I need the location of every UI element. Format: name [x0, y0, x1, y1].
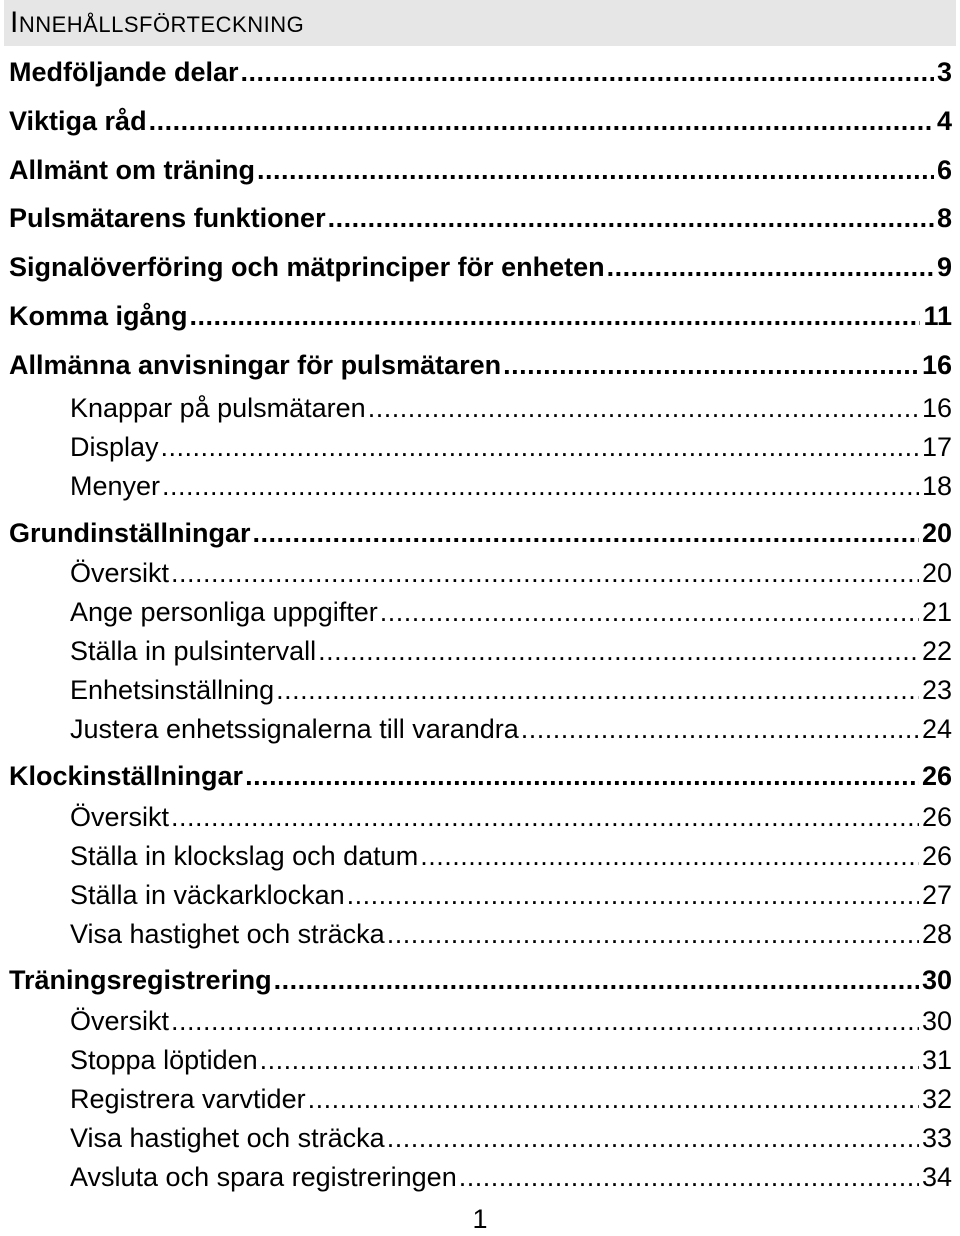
toc-entry-page: 11: [923, 301, 952, 331]
toc-entry[interactable]: [0, 761, 960, 792]
toc-entry-title: Registrera varvtider: [70, 1084, 306, 1114]
toc-entry-title: Träningsregistrering: [9, 965, 272, 995]
page-number: 1: [472, 1204, 488, 1234]
toc-entry[interactable]: [0, 432, 960, 463]
dot-leader: [503, 350, 919, 381]
toc-entry-page: 24: [921, 714, 952, 744]
toc-entry-title: Menyer: [70, 471, 161, 501]
dot-leader: [171, 1006, 919, 1037]
toc-entry-title: Ställa in klockslag och datum: [70, 841, 419, 871]
dot-leader: [171, 802, 919, 833]
toc-entry[interactable]: [0, 636, 960, 667]
toc-entry[interactable]: [0, 518, 960, 549]
toc-entry-page: 16: [921, 350, 952, 380]
toc-entry-page: 8: [936, 203, 952, 233]
dot-leader: [387, 919, 919, 950]
dot-leader: [276, 675, 919, 706]
toc-entry-page: 3: [936, 57, 952, 87]
toc-entry-title: Avsluta och spara registreringen: [70, 1162, 457, 1192]
dot-leader: [190, 301, 921, 332]
toc-entry-title: Knappar på pulsmätaren: [70, 393, 366, 423]
dot-leader: [607, 252, 934, 283]
toc-entry-title: Signalöverföring och mätprinciper för enheten: [9, 252, 605, 282]
toc-entry-page: 33: [921, 1123, 952, 1153]
toc-entry-title: Klockinställningar: [9, 761, 244, 791]
toc-entry[interactable]: [0, 597, 960, 628]
toc-entry-title: Ange personliga uppgifter: [70, 597, 378, 627]
dot-leader: [347, 880, 919, 911]
toc-entry[interactable]: [0, 880, 960, 911]
toc-entry-page: 22: [921, 636, 952, 666]
toc-entry[interactable]: [0, 155, 960, 186]
toc-entry-title: Översikt: [70, 802, 170, 832]
toc-entry-title: Enhetsinställning: [70, 675, 275, 705]
toc-entry-title: Viktiga råd: [9, 106, 147, 136]
toc-entry[interactable]: [0, 106, 960, 137]
toc-entry[interactable]: [0, 714, 960, 745]
toc-entry-title: Justera enhetssignalerna till varandra: [70, 714, 519, 744]
toc-entry-page: 27: [921, 880, 952, 910]
toc-entry[interactable]: [0, 1123, 960, 1154]
toc-entry-page: 26: [921, 761, 952, 791]
toc-entry-page: 4: [936, 106, 952, 136]
dot-leader: [521, 714, 919, 745]
toc-entry-page: 21: [921, 597, 952, 627]
dot-leader: [318, 636, 919, 667]
toc-entry-title: Stoppa löptiden: [70, 1045, 258, 1075]
toc-entry-title: Display: [70, 432, 159, 462]
dot-leader: [241, 57, 934, 88]
toc-entry-title: Komma igång: [9, 301, 188, 331]
toc-entry-page: 16: [921, 393, 952, 423]
toc-entry-page: 17: [921, 432, 952, 462]
toc-entry[interactable]: [0, 1045, 960, 1076]
toc-entry[interactable]: [0, 919, 960, 950]
toc-heading-rest: NNEHÅLLSFÖRTECKNING: [18, 12, 305, 37]
toc-entry-page: 32: [921, 1084, 952, 1114]
toc-entry-page: 23: [921, 675, 952, 705]
dot-leader: [161, 432, 919, 463]
toc-entry-title: Allmänt om träning: [9, 155, 256, 185]
toc-heading: [10, 6, 304, 42]
toc-entry[interactable]: [0, 252, 960, 283]
toc-entry-page: 26: [921, 841, 952, 871]
dot-leader: [257, 155, 934, 186]
dot-leader: [380, 597, 919, 628]
dot-leader: [245, 761, 919, 792]
dot-leader: [308, 1084, 919, 1115]
toc-entry-page: 26: [921, 802, 952, 832]
toc-entry-title: Pulsmätarens funktioner: [9, 203, 326, 233]
toc-entry-title: Medföljande delar: [9, 57, 239, 87]
toc-entry-page: 30: [921, 1006, 952, 1036]
toc-entry[interactable]: [0, 965, 960, 996]
toc-entry[interactable]: [0, 471, 960, 502]
toc-entry-page: 6: [936, 155, 952, 185]
toc-entry[interactable]: [0, 675, 960, 706]
dot-leader: [171, 558, 919, 589]
toc-entry[interactable]: [0, 841, 960, 872]
toc-entry-title: Översikt: [70, 1006, 170, 1036]
toc-entry-title: Ställa in väckarklockan: [70, 880, 345, 910]
toc-entry-title: Ställa in pulsintervall: [70, 636, 317, 666]
dot-leader: [328, 203, 934, 234]
toc-heading-initial: I: [10, 6, 19, 39]
toc-entry-title: Visa hastighet och sträcka: [70, 919, 385, 949]
toc-entry[interactable]: [0, 203, 960, 234]
dot-leader: [253, 518, 919, 549]
toc-entry-page: 31: [921, 1045, 952, 1075]
dot-leader: [260, 1045, 919, 1076]
toc-entry[interactable]: [0, 57, 960, 88]
dot-leader: [420, 841, 919, 872]
dot-leader: [274, 965, 919, 996]
toc-entry-page: 28: [921, 919, 952, 949]
toc-entry[interactable]: [0, 1084, 960, 1115]
toc-entry[interactable]: [0, 802, 960, 833]
toc-entry-page: 30: [921, 965, 952, 995]
toc-entry-page: 20: [921, 558, 952, 588]
toc-entry[interactable]: [0, 301, 960, 332]
toc-entry-page: 9: [936, 252, 952, 282]
toc-entry-title: Allmänna anvisningar för pulsmätaren: [9, 350, 502, 380]
toc-entry-title: Visa hastighet och sträcka: [70, 1123, 385, 1153]
dot-leader: [459, 1162, 919, 1193]
toc-entry[interactable]: [0, 350, 960, 381]
dot-leader: [162, 471, 919, 502]
toc-entry[interactable]: [0, 1006, 960, 1037]
toc-entry-title: Översikt: [70, 558, 170, 588]
toc-entry-page: 18: [921, 471, 952, 501]
dot-leader: [149, 106, 934, 137]
toc-entry-title: Grundinställningar: [9, 518, 251, 548]
dot-leader: [387, 1123, 919, 1154]
toc-entry[interactable]: [0, 393, 960, 424]
dot-leader: [368, 393, 919, 424]
toc-entry[interactable]: [0, 1162, 960, 1193]
toc-entry-page: 20: [921, 518, 952, 548]
toc-entry-page: 34: [921, 1162, 952, 1192]
toc-entry[interactable]: [0, 558, 960, 589]
